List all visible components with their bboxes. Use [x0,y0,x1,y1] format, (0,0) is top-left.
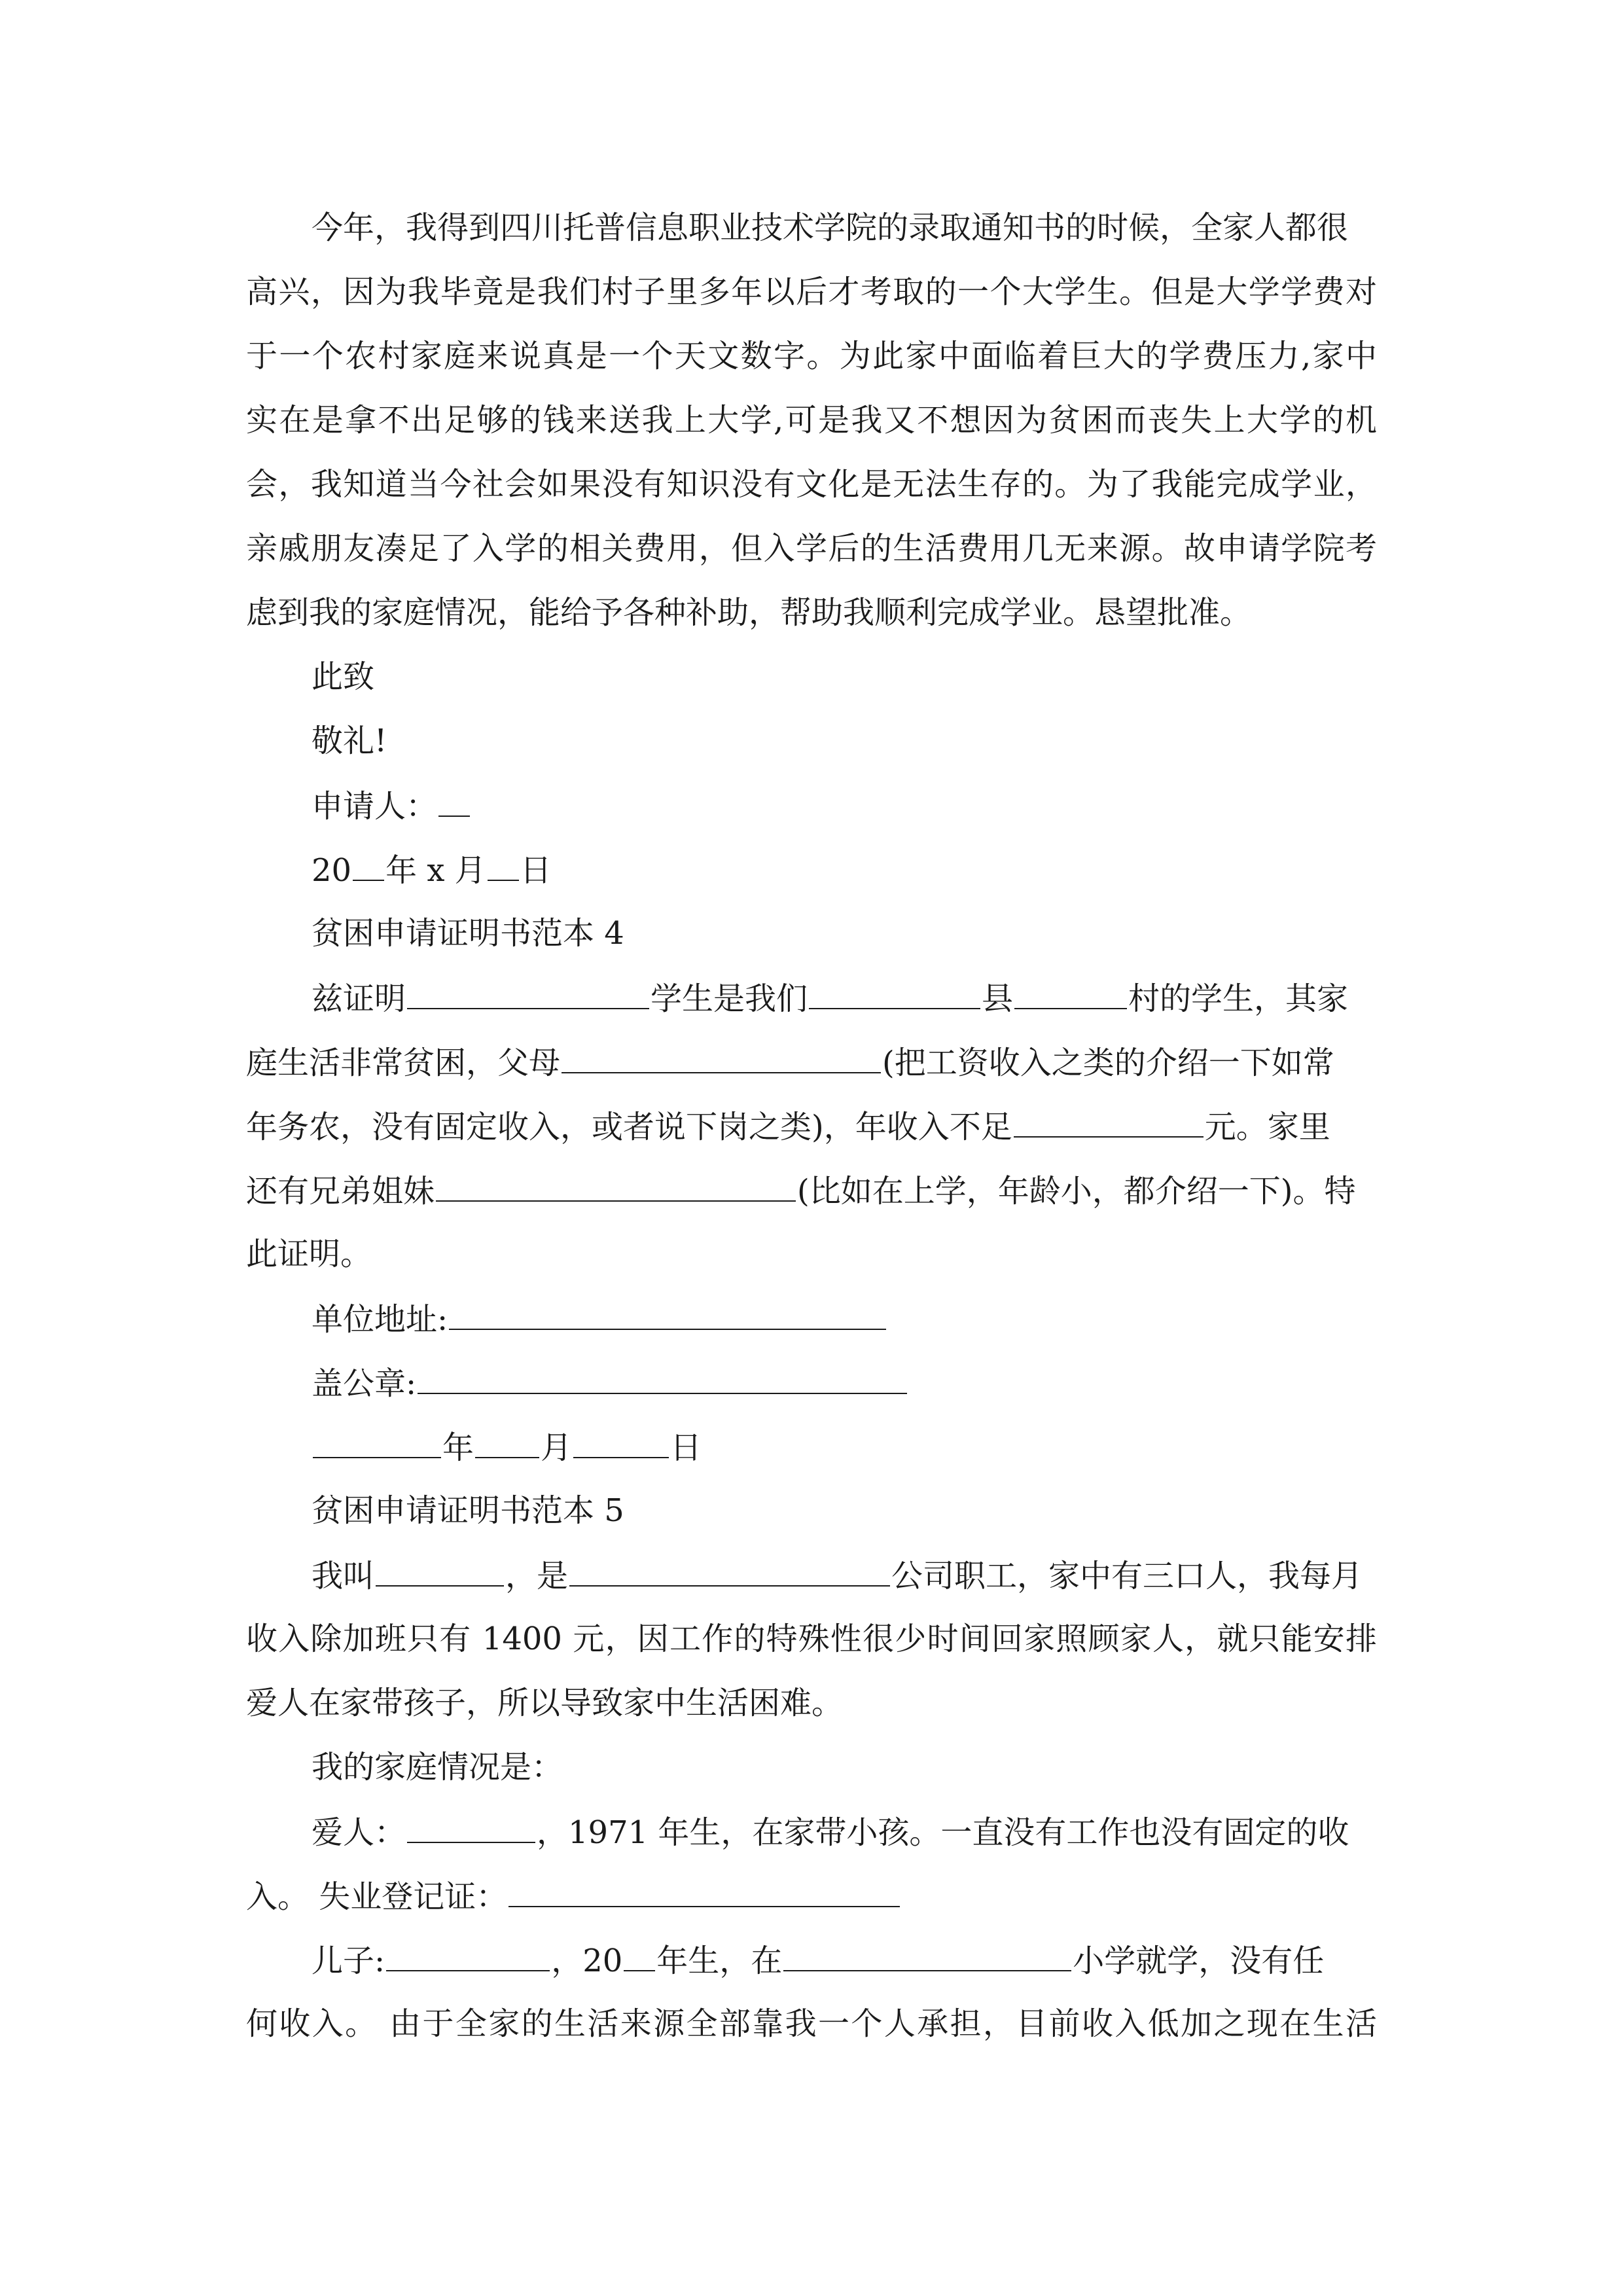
spouse-line: 爱人： ，1971 年生，在家带小孩。一直没有工作也没有固定的收 [312,1812,1349,1851]
income-blank [1014,1106,1204,1138]
date-day-label: 日 [520,852,552,889]
seal-line: 盖公章: [312,1363,908,1402]
sample5-line-3: 爱人在家带孩子，所以导致家中生活困难。 [246,1685,844,1721]
paragraph1-line-5: 会，我知道当今社会如果没有知识没有文化是无法生存的。为了我能完成学业， [246,466,1377,503]
county-blank [809,978,980,1009]
sample5-line-1: 我叫 ，是 公司职工，家中有三口人，我每月 [312,1555,1363,1594]
paragraph1-line-3: 于一个农村家庭来说真是一个天文数字。为此家中面临着巨大的学费压力,家中 [246,338,1377,374]
sample4-line-4: 还有兄弟姐妹 (比如在上学，年龄小，都介绍一下)。特 [246,1170,1355,1210]
sample4-date: 年 月 日 [312,1427,702,1466]
son-name-blank [386,1940,550,1971]
name-blank [376,1555,504,1587]
sample5-line-2: 收入除加班只有 1400 元，因工作的特殊性很少时间回家照顾家人，就只能安排 [246,1621,1377,1657]
son-line: 儿子: ，20 年生，在 小学就学，没有任 [312,1940,1324,1979]
unemployment-cert-blank [508,1876,900,1907]
seal-blank [418,1363,907,1394]
student-name-blank [407,978,649,1009]
sample5-last-line: 何收入。 由于全家的生活来源全部靠我一个人承担，目前收入低加之现在生活 [246,2005,1377,2042]
paragraph1-line-7: 虑到我的家庭情况，能给予各种补助，帮助我顺利完成学业。恳望批准。 [246,594,1252,631]
paragraph1-line-1: 今年，我得到四川托普信息职业技术学院的录取通知书的时候，全家人都很 [312,209,1349,246]
sample4-line-2: 庭生活非常贫困，父母 (把工资收入之类的介绍一下如常 [246,1042,1334,1081]
sample4-title: 贫困申请证明书范本 4 [312,915,624,952]
month-blank [475,1427,539,1458]
applicant-line [312,785,471,825]
unit-address-line: 单位地址: [312,1299,887,1338]
spouse-name-blank [407,1812,535,1843]
company-blank [569,1555,890,1587]
son-year-blank [624,1940,655,1971]
village-blank [1014,978,1127,1009]
family-intro: 我的家庭情况是： [312,1749,563,1785]
sample4-line-3: 年务农，没有固定收入，或者说下岗之类)，年收入不足 元。家里 [246,1106,1330,1145]
unit-address-blank [449,1299,886,1330]
sample4-line-1: 兹证明 学生是我们 县 村的学生，其家 [312,978,1348,1017]
applicant-label: 申请人： [312,788,438,825]
date-year-month: 年 x 月 [385,852,486,889]
siblings-blank [436,1170,796,1202]
date-prefix: 20 [312,852,352,889]
sample5-title: 贫困申请证明书范本 5 [312,1492,624,1529]
sample4-line-5: 此证明。 [246,1236,372,1272]
paragraph1-line-6: 亲戚朋友凑足了入学的相关费用，但入学后的生活费用几无来源。故申请学院考 [246,530,1377,567]
day-blank [573,1427,669,1458]
date-day-blank [488,850,519,881]
unemployment-line: 入。 失业登记证： [246,1876,901,1915]
closing-greeting: 此致 [312,658,375,695]
parents-blank [562,1042,881,1073]
applicant-blank [438,785,470,817]
paragraph1-line-2: 高兴，因为我毕竟是我们村子里多年以后才考取的一个大学生。但是大学学费对 [246,274,1377,310]
closing-date [312,850,552,889]
school-blank [783,1940,1071,1971]
date-year-blank [353,850,384,881]
paragraph1-line-4: 实在是拿不出足够的钱来送我上大学,可是我又不想因为贫困而丧失上大学的机 [246,402,1377,439]
year-blank [313,1427,441,1458]
closing-salute: 敬礼! [312,723,387,759]
